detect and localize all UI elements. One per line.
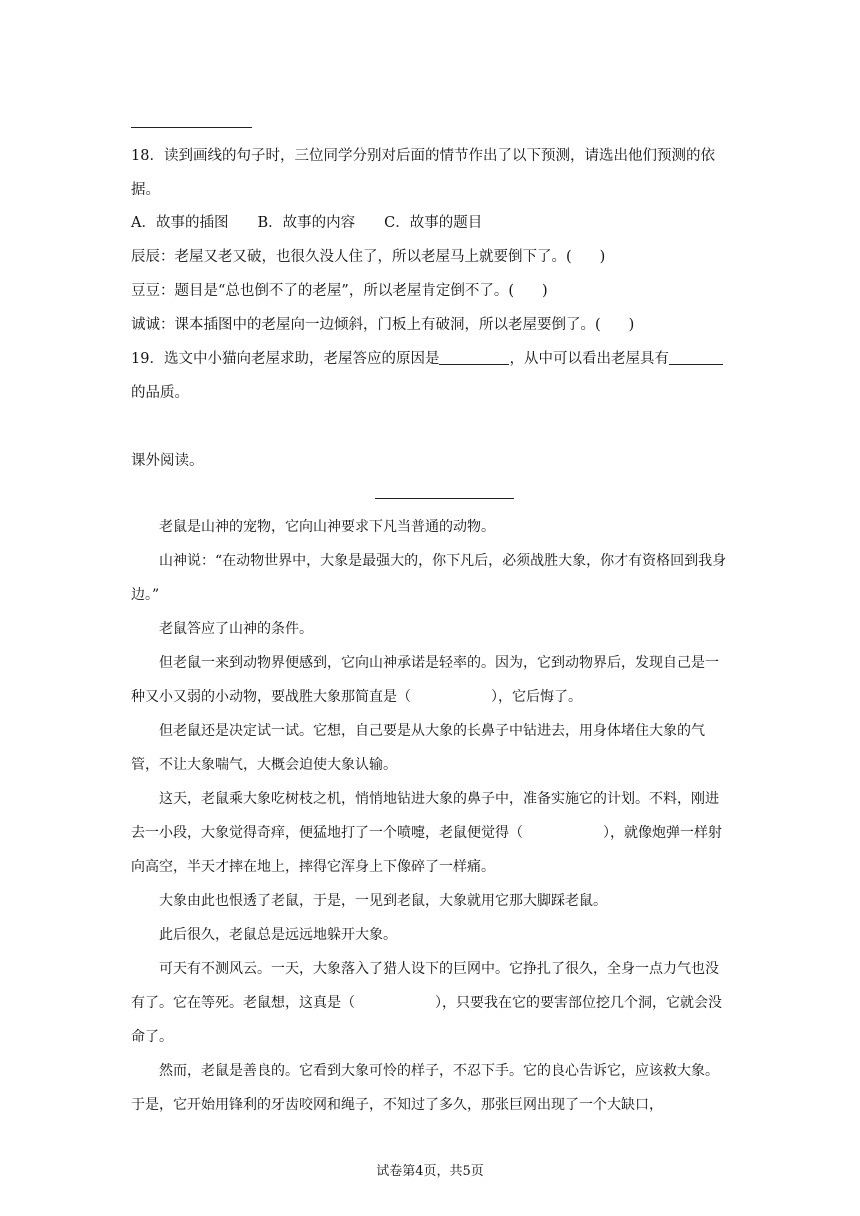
story-paragraph-1: 老鼠是山神的宠物，它向山神要求下凡当普通的动物。 [159,519,495,535]
q18-chenchen [131,240,605,274]
story-paragraph-6 [131,782,731,884]
q19-part2: ，从中可以看出老屋具有 [509,351,669,367]
q18-options: A．故事的插图 B．故事的内容 C．故事的题目 [131,215,483,231]
q18-line1: 18．读到画线的句子时，三位同学分别对后面的情节作出了以下预测，请选出他们预测的依 [131,148,715,164]
story-p6-a: 这天，老鼠乘大象吃树枝之机，悄悄地钻进大象的鼻子中，准备实施它的计划。不料，刚进去一小段，大象觉得奇痒，便猛地打了一个喷嚏，老鼠便觉得（ [131,791,719,841]
q18-doudou [131,274,548,308]
q18-doudou-text: 豆豆：题目是“总也倒不了的老屋”，所以老屋肯定倒不了。( [131,283,514,299]
story-p9-b: ），只要我在它的要害部位挖几个洞，它就会没命了。 [131,995,722,1045]
section-title: 课外阅读。 [131,453,204,469]
story-paragraph-7: 大象由此也恨透了老鼠，于是，一见到老鼠，大象就用它那大脚踩老鼠。 [159,893,607,909]
q18-line2: 据。 [131,182,160,198]
q18-chengcheng-text: 诚诚：课本插图中的老屋向一边倾斜，门板上有破洞，所以老屋要倒了。( [131,317,601,333]
story-paragraph-8: 此后很久，老鼠总是远远地躲开大象。 [159,927,397,943]
paren-close: ) [599,249,606,265]
q19-line2: 的品质。 [131,385,189,401]
q19-blank-2[interactable] [669,348,723,365]
story-paragraph-10: 然而，老鼠是善良的。它看到大象可怜的样子，不忍下手。它的良心告诉它，应该救大象。于是，它开始用锋利的牙齿咬网和绳子，不知过了多久，那张巨网出现了一个大缺口， [131,1063,719,1113]
story-p9-a: 可天有不测风云。一天，大象落入了猎人设下的巨网中。它挣扎了很久，全身一点力气也没有了。它在等死。老鼠想，这真是（ [131,961,719,1011]
story-paragraph-9 [131,952,731,1054]
q19-blank-1[interactable] [439,348,509,365]
q19-line1 [131,342,723,376]
page-footer: 试卷第4页，共5页 [376,1164,484,1179]
story-title-blank[interactable] [375,498,514,499]
story-paragraph-2: 山神说：“在动物世界中，大象是最强大的，你下凡后，必须战胜大象，你才有资格回到我身边。” [131,553,727,603]
q19-part1: 19．选文中小猫向老屋求助，老屋答应的原因是 [131,351,440,367]
paren-close: ) [628,317,635,333]
paren-close: ) [541,283,548,299]
story-paragraph-5: 但老鼠还是决定试一试。它想，自己要是从大象的长鼻子中钻进去，用身体堵住大象的气管，不让大象喘气，大概会迫使大象认输。 [131,723,705,773]
q18-chenchen-text: 辰辰：老屋又老又破，也很久没人住了，所以老屋马上就要倒下了。( [131,249,572,265]
story-p6-b: ），就像炮弹一样射向高空，半天才摔在地上，摔得它浑身上下像碎了一样痛。 [131,825,722,875]
story-p4-a: 但老鼠一来到动物界便感到，它向山神承诺是轻率的。因为，它到动物界后，发现自己是一种又小又弱的小动物，要战胜大象那简直是（ [131,655,719,705]
story-paragraph-3: 老鼠答应了山神的条件。 [159,621,313,637]
story-p4-b: ），它后悔了。 [491,689,582,705]
answer-line-previous [131,127,252,128]
q18-chengcheng [131,308,634,342]
story-text [131,510,731,1122]
story-paragraph-4 [131,646,731,714]
